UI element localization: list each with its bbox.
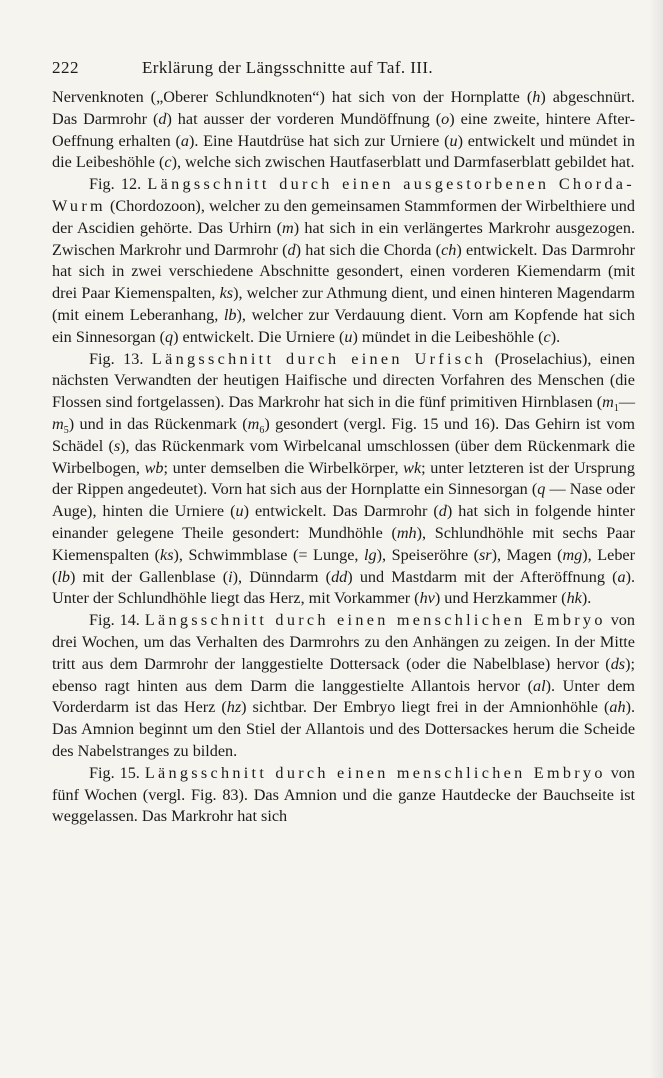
body-text-run: (Proselachius), einen nächsten Verwandten der heutigen Haifische und directen Vorfahren des Menschen (die Flossen sind fortgelassen). Das Markrohr hat sich in die fünf primitiven Hirnblasen (	[52, 349, 635, 412]
figure-label-italic: a	[180, 131, 189, 150]
figure-label-italic: lb	[223, 305, 237, 324]
figure-label-italic: d	[158, 109, 167, 128]
body-text-run: — Nase oder Auge), hinten die Urniere (	[52, 480, 636, 521]
body-text-run: ) abgeschnürt. Das Darmrohr (	[52, 88, 635, 128]
body-text-run: ), Magen (	[491, 545, 563, 564]
body-text-run: ) entwickelt. Das Darmrohr hat sich in zwei verschiedene Abschnitte gesondert, einen vorderen Kiemendarm (mit drei Paar Kiemenspalten,	[52, 240, 636, 303]
body-text-run: ) hat sich in ein verlängertes Markrohr ausgezogen. Zwischen Markrohr und Darmrohr (	[52, 218, 635, 259]
body-text-run: ), welche sich zwischen Hautfaserblatt und Darmfaserblatt gebildet hat.	[171, 153, 635, 172]
page-header	[52, 58, 635, 84]
figure-caption-title: Längsschnitt durch einen Urfisch	[151, 349, 487, 368]
figure-label-italic: u	[344, 327, 353, 346]
body-text-run: Fig. 12.	[89, 175, 148, 194]
body-text-run: ), welcher zur Athmung dient, und einen hinteren Magendarm (mit einem Leberanhang,	[52, 284, 635, 324]
body-text-run: ) entwickelt. Das Darmrohr (	[243, 502, 439, 521]
body-text-run: ), Dünndarm (	[232, 567, 332, 586]
figure-label-italic: lg	[364, 545, 377, 564]
body-text-run: ), welcher zur Verdauung dient. Vorn am Kopfende hat sich ein Sinnesorgan (	[52, 305, 635, 346]
body-text-run: von drei Wochen, um das Verhalten des Darmrohrs zu den Anhängen zu zeigen. In der Mitte tritt aus dem Darmrohr der langgestielte Dottersack (oder die Nabelblase) hervor (	[52, 611, 635, 673]
body-text-run: ). Eine Hautdrüse hat sich zur Urniere (	[188, 131, 450, 150]
body-text-run: ) entwickelt und mündet in die Leibeshöhle (	[52, 131, 635, 172]
figure-label-italic: wk	[403, 458, 422, 477]
body-text-run: ) entwickelt. Die Urniere (	[173, 327, 345, 346]
figure-label-italic: m	[247, 414, 260, 433]
body-text-run: Fig. 15.	[89, 763, 145, 782]
figure-label-italic: h	[532, 88, 541, 106]
figure-label-italic: s	[113, 436, 121, 455]
figure-label-italic: i	[228, 567, 233, 586]
figure-label-italic: u	[449, 131, 458, 150]
body-text-run: Fig. 14.	[89, 611, 145, 630]
body-text-run: ). Das Amnion beginnt um den Stiel der Allantois und des Dottersackes herum die Scheide des Nabelstranges zu bilden.	[52, 698, 635, 760]
figure-label-italic: d	[287, 240, 296, 259]
figure-label-italic: ks	[160, 545, 174, 564]
figure-label-italic: o	[441, 109, 450, 128]
body-text-run: ).	[550, 327, 561, 346]
body-text-run: ) hat ausser der vorderen Mundöffnung (	[166, 109, 442, 128]
body-text-run: ) gesondert (vergl. Fig. 15 und 16). Das Gehirn ist vom Schädel (	[52, 414, 635, 455]
figure-label-italic: lb	[57, 567, 70, 586]
figure-caption-title: Längsschnitt durch einen ausgestorbenen Chorda-Wurm	[52, 175, 635, 215]
paragraph-fig-15	[52, 763, 635, 828]
figure-label-italic: sr	[478, 545, 492, 564]
body-text-run: Fig. 13.	[89, 349, 152, 368]
body-text-run: ) hat sich die Chorda (	[295, 240, 442, 259]
page-edge-shadow	[649, 0, 663, 1078]
figure-label-italic: mh	[396, 523, 417, 542]
paragraph-fig-12	[52, 174, 635, 348]
figure-caption-title: Längsschnitt durch einen menschlichen Embryo	[144, 763, 606, 782]
body-text-run: ) mündet in die Leibeshöhle (	[352, 327, 544, 346]
figure-label-italic: d	[438, 502, 447, 521]
figure-label-italic: c	[164, 153, 172, 172]
body-text-run: von fünf Wochen (vergl. Fig. 83). Das Amnion und die ganze Hautdecke der Bauchseite ist weggelassen. Das Markrohr hat sich	[52, 763, 635, 826]
figure-label-italic: ch	[441, 240, 457, 259]
paragraph-continuation	[52, 87, 635, 174]
figure-label-italic: u	[235, 502, 244, 521]
figure-label-italic: c	[543, 327, 551, 346]
body-text-run: ), Schlundhöhle mit sechs Paar Kiemenspalten (	[52, 523, 635, 564]
subscript-text: 1	[613, 403, 619, 415]
body-text-run: ).	[581, 589, 592, 608]
body-text-run: —	[618, 393, 635, 412]
figure-label-italic: wb	[144, 458, 164, 477]
figure-label-italic: ds	[610, 654, 626, 673]
subscript-text: 6	[259, 425, 265, 437]
body-text-run: (Chordozoon), welcher zu den gemeinsamen Stammformen der Wirbelthiere und der Ascidien gehörte. Das Urhirn (	[52, 196, 635, 237]
subscript-text: 5	[63, 425, 69, 437]
body-text-run: Nervenknoten („Oberer Schlundknoten“) hat sich von der Hornplatte (	[52, 88, 533, 106]
body-text-run: ; unter demselben die Wirbelkörper,	[163, 458, 404, 477]
body-text-run: ) sichtbar. Der Embryo liegt frei in der Amnionhöhle (	[241, 698, 610, 717]
figure-label-italic: m	[52, 414, 64, 433]
body-text-run: ) hat sich in folgende hinter einander gelegene Theile gesondert: Mundhöhle (	[52, 502, 636, 542]
running-title: Erklärung der Längsschnitte auf Taf. III.	[142, 58, 434, 77]
body-text-run: ), das Rückenmark vom Wirbelcanal umschlossen (über dem Rückenmark die Wirbelbogen,	[52, 436, 636, 477]
figure-label-italic: hv	[419, 589, 435, 608]
figure-label-italic: dd	[331, 567, 348, 586]
body-text-run: ). Unter der Schlundhöhle liegt das Herz, mit Vorkammer (	[52, 567, 636, 608]
body-text-run: ) und Mastdarm mit der Afteröffnung (	[347, 567, 618, 586]
figure-caption-title: Längsschnitt durch einen menschlichen Embryo	[144, 611, 606, 630]
figure-label-italic: a	[617, 567, 626, 586]
page-number: 222	[52, 58, 79, 77]
figure-label-italic: m	[602, 393, 614, 412]
body-text	[52, 87, 635, 828]
body-text-run: ) und Herzkammer (	[434, 589, 567, 608]
body-text-run: ), Leber (	[52, 545, 635, 586]
paragraph-fig-14	[52, 610, 635, 763]
paragraph-fig-13	[52, 349, 635, 611]
body-text-run: ). Unter dem Vorderdarm ist das Herz (	[52, 676, 636, 717]
figure-label-italic: m	[282, 218, 294, 237]
body-text-run: ), Speiseröhre (	[376, 545, 479, 564]
figure-label-italic: q	[537, 480, 546, 499]
body-text-run: ) eine zweite, hintere After-Oeffnung erhalten (	[52, 109, 636, 150]
figure-label-italic: hk	[566, 589, 582, 608]
body-text-run: ); ebenso ragt hinten aus dem Darm die langgestielte Allantois hervor (	[52, 654, 635, 695]
figure-label-italic: q	[165, 327, 174, 346]
figure-label-italic: mg	[562, 545, 583, 564]
figure-label-italic: ah	[609, 698, 626, 717]
figure-label-italic: ks	[219, 284, 234, 303]
body-text-run: ) mit der Gallenblase (	[69, 567, 229, 586]
figure-label-italic: hz	[226, 698, 242, 717]
body-text-run: ) und in das Rückenmark (	[68, 414, 248, 433]
body-text-run: ; unter letzteren ist der Ursprung der Rippen angedeutet). Vorn hat sich aus der Hornplatte ein Sinnesorgan (	[52, 458, 635, 499]
figure-label-italic: al	[532, 676, 546, 695]
body-text-run: ), Schwimmblase (= Lunge,	[173, 545, 365, 564]
